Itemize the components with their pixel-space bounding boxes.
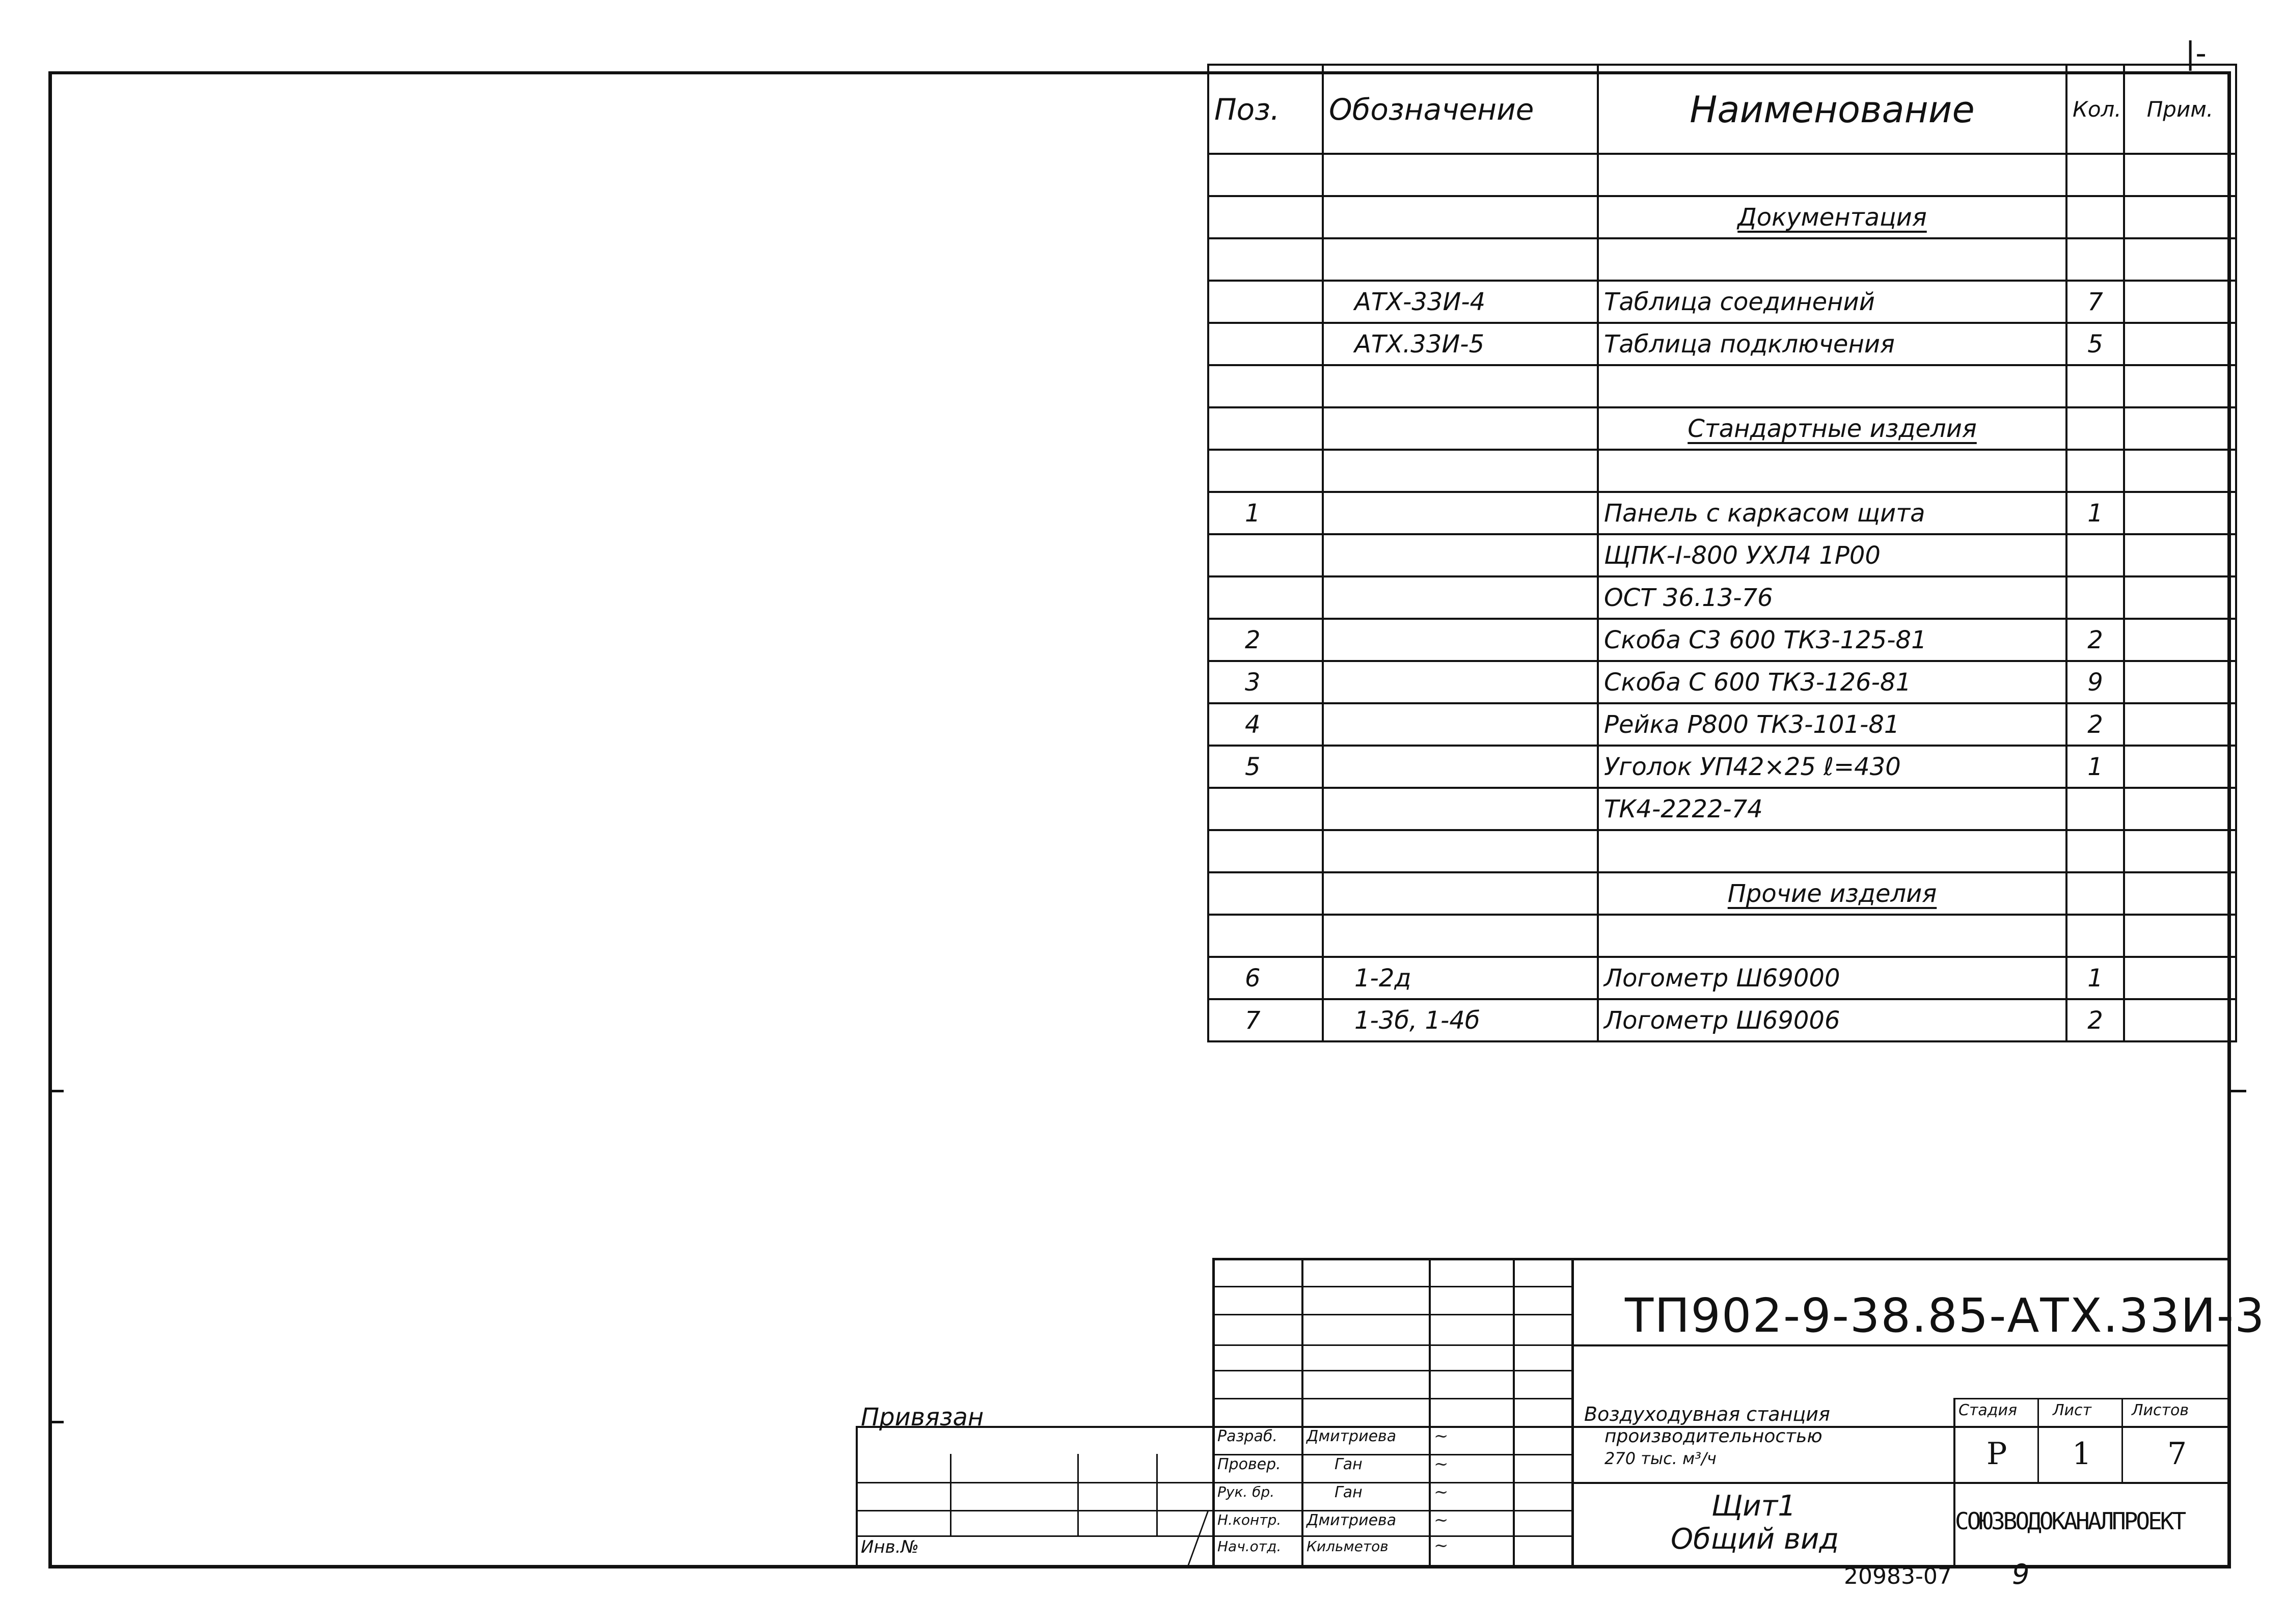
table-row bbox=[1208, 619, 2236, 661]
cell-qty: 2 bbox=[2066, 999, 2124, 1041]
table-row bbox=[1208, 703, 2236, 746]
table-row bbox=[1208, 746, 2236, 788]
tb-line bbox=[1513, 1258, 1515, 1568]
cell-pos bbox=[1208, 281, 1323, 323]
cell-pos: 5 bbox=[1208, 746, 1323, 788]
tb-line bbox=[1212, 1314, 1571, 1315]
sheets-value: 7 bbox=[2167, 1436, 2187, 1472]
table-row bbox=[1208, 450, 2236, 492]
role-head: Нач.отд. bbox=[1217, 1538, 1282, 1555]
cell-designation bbox=[1323, 492, 1598, 534]
cell-pos: 4 bbox=[1208, 703, 1323, 746]
cell-note bbox=[2124, 788, 2236, 830]
tb-line bbox=[1571, 1258, 1574, 1568]
tb-line bbox=[1212, 1344, 1571, 1346]
cell-designation bbox=[1323, 788, 1598, 830]
tb-line bbox=[1953, 1398, 1955, 1568]
tb-line bbox=[856, 1535, 1571, 1537]
tb-line bbox=[1212, 1258, 2231, 1260]
cell-qty: 1 bbox=[2066, 746, 2124, 788]
role-check: Провер. bbox=[1217, 1455, 1281, 1473]
cell-note bbox=[2124, 365, 2236, 407]
name-lead: Ган bbox=[1335, 1483, 1363, 1501]
tb-line bbox=[856, 1482, 1571, 1483]
header-qty: Кол. bbox=[2066, 65, 2124, 154]
cell-designation bbox=[1323, 661, 1598, 703]
cell-note bbox=[2124, 703, 2236, 746]
cell-designation: 1-2д bbox=[1323, 957, 1598, 999]
stage-value: Р bbox=[1986, 1436, 2007, 1472]
signature: ~ bbox=[1434, 1426, 1449, 1446]
cell-name: Логометр Ш69006 bbox=[1598, 999, 2066, 1041]
cell-pos bbox=[1208, 830, 1323, 872]
cell-name bbox=[1598, 365, 2066, 407]
cell-note bbox=[2124, 999, 2236, 1041]
project-title-1: Воздуходувная станция bbox=[1584, 1403, 1830, 1425]
cell-note bbox=[2124, 576, 2236, 619]
cell-designation bbox=[1323, 407, 1598, 450]
header-designation: Обозначение bbox=[1323, 65, 1598, 154]
cell-qty bbox=[2066, 872, 2124, 915]
cell-pos bbox=[1208, 154, 1323, 196]
cell-pos bbox=[1208, 323, 1323, 365]
cell-note bbox=[2124, 492, 2236, 534]
tb-line bbox=[1212, 1258, 1215, 1568]
cell-note bbox=[2124, 534, 2236, 576]
cell-designation: АТХ.33И-5 bbox=[1323, 323, 1598, 365]
tb-line bbox=[1212, 1398, 1571, 1399]
cell-name: Панель с каркасом щита bbox=[1598, 492, 2066, 534]
sheets-label: Листов bbox=[2132, 1401, 2189, 1419]
table-row bbox=[1208, 238, 2236, 281]
tb-line bbox=[1301, 1258, 1303, 1568]
cell-note bbox=[2124, 746, 2236, 788]
cell-designation bbox=[1323, 830, 1598, 872]
tb-line bbox=[856, 1426, 858, 1568]
cell-note bbox=[2124, 915, 2236, 957]
signature: ~ bbox=[1434, 1535, 1449, 1556]
tb-line bbox=[1571, 1482, 1953, 1484]
table-row bbox=[1208, 196, 2236, 238]
name-norm: Дмитриева bbox=[1307, 1511, 1397, 1529]
cell-designation bbox=[1323, 915, 1598, 957]
cell-qty: 1 bbox=[2066, 492, 2124, 534]
cell-designation: 1-3б, 1-4б bbox=[1323, 999, 1598, 1041]
cell-note bbox=[2124, 830, 2236, 872]
cell-designation bbox=[1323, 746, 1598, 788]
cell-name: Рейка Р800 ТК3-101-81 bbox=[1598, 703, 2066, 746]
table-row bbox=[1208, 154, 2236, 196]
header-name: Наименование bbox=[1598, 65, 2066, 154]
cell-note bbox=[2124, 281, 2236, 323]
tb-line bbox=[1953, 1482, 2231, 1484]
cell-pos bbox=[1208, 196, 1323, 238]
project-title-2: производительностью bbox=[1604, 1426, 1822, 1447]
cell-name bbox=[1598, 450, 2066, 492]
cell-pos bbox=[1208, 238, 1323, 281]
cell-designation: АТХ-33И-4 bbox=[1323, 281, 1598, 323]
cell-qty: 7 bbox=[2066, 281, 2124, 323]
signature: ~ bbox=[1434, 1482, 1449, 1502]
specification-rows bbox=[1208, 154, 2236, 1041]
cell-note bbox=[2124, 196, 2236, 238]
organization-name: СОЮЗВОДОКАНАЛПРОЕКТ bbox=[1955, 1507, 2185, 1535]
cell-qty bbox=[2066, 576, 2124, 619]
cell-qty bbox=[2066, 365, 2124, 407]
project-title-3: 270 тыс. м³/ч bbox=[1604, 1449, 1717, 1468]
cell-note bbox=[2124, 407, 2236, 450]
cell-qty bbox=[2066, 915, 2124, 957]
table-row bbox=[1208, 915, 2236, 957]
page-number: 9 bbox=[2012, 1558, 2030, 1590]
cell-designation bbox=[1323, 196, 1598, 238]
cell-designation bbox=[1323, 872, 1598, 915]
fold-mark bbox=[48, 1421, 64, 1423]
table-row bbox=[1208, 407, 2236, 450]
inv-label: Инв.№ bbox=[861, 1537, 919, 1557]
cell-qty bbox=[2066, 788, 2124, 830]
cell-qty: 5 bbox=[2066, 323, 2124, 365]
cell-qty bbox=[2066, 830, 2124, 872]
tb-line bbox=[1953, 1426, 2231, 1427]
fold-mark bbox=[2231, 1090, 2246, 1092]
document-code: ТП902-9-38.85-АТХ.33И-3 bbox=[1625, 1288, 2266, 1343]
cell-pos: 7 bbox=[1208, 999, 1323, 1041]
cell-designation bbox=[1323, 576, 1598, 619]
cell-note bbox=[2124, 957, 2236, 999]
sheet-label: Лист bbox=[2053, 1401, 2092, 1419]
role-dev: Разраб. bbox=[1217, 1427, 1277, 1445]
tb-line bbox=[1077, 1454, 1079, 1535]
cell-name: Прочие изделия bbox=[1598, 872, 2066, 915]
cell-pos bbox=[1208, 407, 1323, 450]
header-pos: Поз. bbox=[1208, 65, 1323, 154]
table-row bbox=[1208, 323, 2236, 365]
table-row bbox=[1208, 492, 2236, 534]
table-row bbox=[1208, 999, 2236, 1041]
cell-name bbox=[1598, 238, 2066, 281]
sheet-title-2: Общий вид bbox=[1671, 1523, 1839, 1556]
cell-name: Скоба С 600 ТК3-126-81 bbox=[1598, 661, 2066, 703]
cell-note bbox=[2124, 154, 2236, 196]
table-row bbox=[1208, 661, 2236, 703]
table-header-row bbox=[1208, 65, 2236, 154]
cell-name: Таблица подключения bbox=[1598, 323, 2066, 365]
cell-name: ЩПК-I-800 УХЛ4 1Р00 bbox=[1598, 534, 2066, 576]
cell-pos: 1 bbox=[1208, 492, 1323, 534]
table-row bbox=[1208, 534, 2236, 576]
bound-label: Привязан bbox=[861, 1403, 984, 1432]
cell-designation bbox=[1323, 365, 1598, 407]
cell-qty: 9 bbox=[2066, 661, 2124, 703]
cell-note bbox=[2124, 661, 2236, 703]
cell-pos: 6 bbox=[1208, 957, 1323, 999]
name-check: Ган bbox=[1335, 1455, 1363, 1473]
cell-pos bbox=[1208, 788, 1323, 830]
signature: ~ bbox=[1434, 1510, 1449, 1530]
tb-line bbox=[1156, 1454, 1158, 1535]
cell-designation bbox=[1323, 703, 1598, 746]
cell-name: Стандартные изделия bbox=[1598, 407, 2066, 450]
cell-designation bbox=[1323, 154, 1598, 196]
tb-line bbox=[1571, 1344, 2231, 1346]
table-row bbox=[1208, 788, 2236, 830]
cell-qty bbox=[2066, 450, 2124, 492]
cell-qty: 2 bbox=[2066, 619, 2124, 661]
tb-line bbox=[950, 1454, 951, 1535]
archive-number: 20983-07 bbox=[1844, 1563, 1952, 1589]
tb-line bbox=[1953, 1398, 2231, 1399]
cell-note bbox=[2124, 323, 2236, 365]
tb-line bbox=[856, 1510, 1571, 1511]
cell-pos bbox=[1208, 915, 1323, 957]
stage-label: Стадия bbox=[1958, 1401, 2018, 1419]
cell-designation bbox=[1323, 619, 1598, 661]
tb-line bbox=[1212, 1370, 1571, 1371]
cell-name: Скоба С3 600 ТК3-125-81 bbox=[1598, 619, 2066, 661]
tb-line bbox=[1429, 1258, 1431, 1568]
cell-qty bbox=[2066, 238, 2124, 281]
tb-line bbox=[2121, 1398, 2123, 1482]
cell-designation bbox=[1323, 450, 1598, 492]
cell-pos bbox=[1208, 576, 1323, 619]
cell-name: Уголок УП42×25 ℓ=430 bbox=[1598, 746, 2066, 788]
cell-name: Логометр Ш69000 bbox=[1598, 957, 2066, 999]
cell-qty bbox=[2066, 154, 2124, 196]
sheet-title-1: Щит1 bbox=[1711, 1490, 1796, 1523]
cell-designation bbox=[1323, 534, 1598, 576]
header-note: Прим. bbox=[2124, 65, 2236, 154]
role-lead: Рук. бр. bbox=[1217, 1483, 1275, 1500]
tb-line bbox=[1212, 1286, 1571, 1287]
table-row bbox=[1208, 830, 2236, 872]
fold-mark bbox=[48, 1090, 64, 1092]
sheet-value: 1 bbox=[2072, 1436, 2092, 1472]
cell-note bbox=[2124, 450, 2236, 492]
table-row bbox=[1208, 281, 2236, 323]
cell-name bbox=[1598, 154, 2066, 196]
cell-qty: 2 bbox=[2066, 703, 2124, 746]
cell-pos bbox=[1208, 365, 1323, 407]
cell-name: ТК4-2222-74 bbox=[1598, 788, 2066, 830]
name-dev: Дмитриева bbox=[1307, 1427, 1397, 1445]
cell-pos: 3 bbox=[1208, 661, 1323, 703]
cell-qty bbox=[2066, 534, 2124, 576]
cell-qty: 1 bbox=[2066, 957, 2124, 999]
table-row bbox=[1208, 872, 2236, 915]
cell-pos bbox=[1208, 872, 1323, 915]
name-head: Кильметов bbox=[1307, 1538, 1389, 1555]
cell-qty bbox=[2066, 407, 2124, 450]
cell-name bbox=[1598, 830, 2066, 872]
role-norm: Н.контр. bbox=[1217, 1511, 1282, 1528]
signature: ~ bbox=[1434, 1454, 1449, 1474]
cell-name bbox=[1598, 915, 2066, 957]
table-row bbox=[1208, 365, 2236, 407]
cell-name: Документация bbox=[1598, 196, 2066, 238]
cell-pos bbox=[1208, 534, 1323, 576]
cell-name: Таблица соединений bbox=[1598, 281, 2066, 323]
cell-name: ОСТ 36.13-76 bbox=[1598, 576, 2066, 619]
specification-table bbox=[1207, 64, 2237, 1042]
cell-pos bbox=[1208, 450, 1323, 492]
cell-note bbox=[2124, 619, 2236, 661]
cell-note bbox=[2124, 238, 2236, 281]
table-row bbox=[1208, 576, 2236, 619]
cell-pos: 2 bbox=[1208, 619, 1323, 661]
cell-qty bbox=[2066, 196, 2124, 238]
tb-line bbox=[2037, 1398, 2039, 1482]
corner-mark: |- bbox=[2185, 36, 2207, 71]
cell-designation bbox=[1323, 238, 1598, 281]
cell-note bbox=[2124, 872, 2236, 915]
table-row bbox=[1208, 957, 2236, 999]
